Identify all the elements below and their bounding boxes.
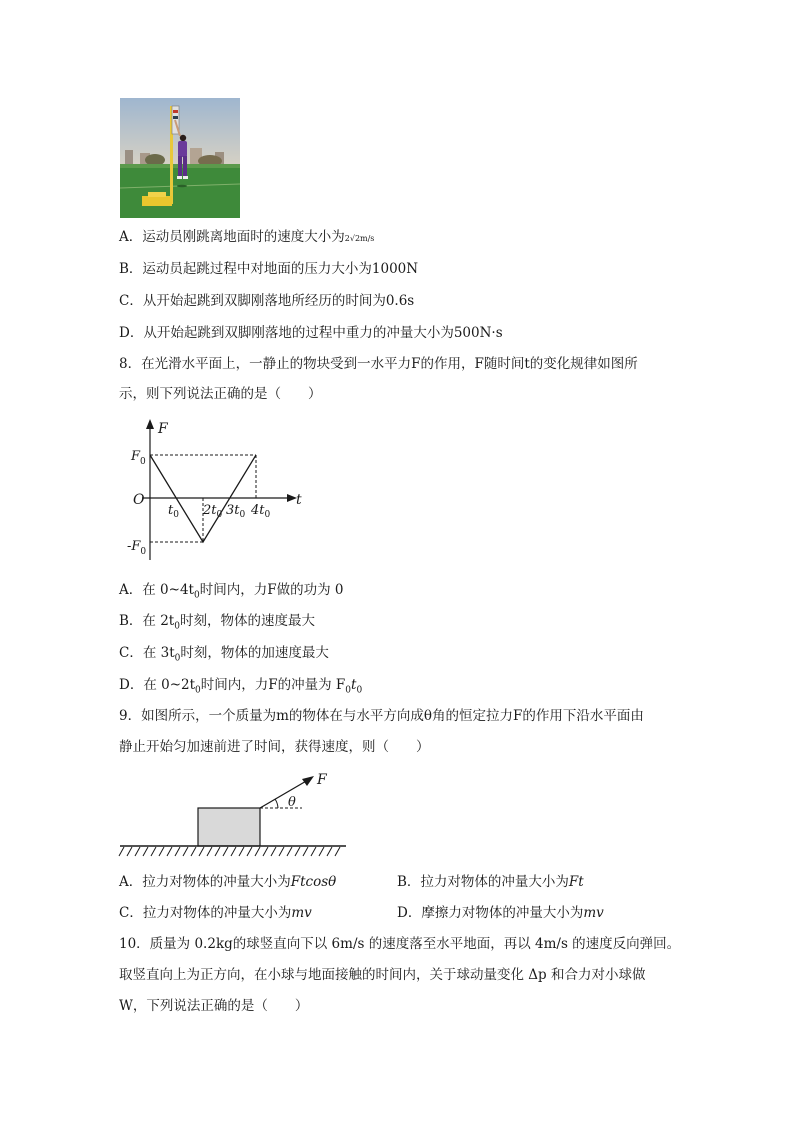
q8-option-a: A．在 $0\sim 4t_0$时间内，力F做的功为 0 bbox=[119, 582, 344, 601]
q9-option-d: D．摩擦力对物体的冲量大小为mv bbox=[397, 905, 604, 921]
force-label: F bbox=[317, 772, 327, 788]
q10-stem-line3: W，下列说法正确的是（ ） bbox=[119, 998, 309, 1014]
q9-block-diagram bbox=[118, 770, 350, 860]
q8-option-d: D．在 $0\sim 2t_0$时间内，力F的冲量为 $F_0t_0$ bbox=[119, 677, 363, 696]
x-axis-label: t bbox=[296, 492, 302, 508]
q9-option-a: A．拉力对物体的冲量大小为Ftcosθ bbox=[119, 874, 337, 890]
block bbox=[198, 808, 260, 846]
ground-hatch bbox=[119, 847, 340, 856]
y-axis-label: F bbox=[158, 421, 168, 437]
q9-option-b: B．拉力对物体的冲量大小为Ft bbox=[397, 874, 584, 890]
force-arrow bbox=[260, 780, 308, 808]
q9-stem-line2: 静止开始匀加速前进了时间，获得速度，则（ ） bbox=[119, 739, 430, 755]
q8-stem-line1: 8．在光滑水平面上，一静止的物块受到一水平力F的作用，F随时间t的变化规律如图所 bbox=[119, 356, 638, 372]
y-axis-arrow bbox=[146, 419, 154, 429]
tick-4t0: $4t_0$ bbox=[251, 503, 271, 520]
tick-2t0: $2t_0$ bbox=[203, 503, 223, 520]
q7-option-b: B．运动员起跳过程中对地面的压力大小为1000N bbox=[119, 261, 419, 277]
angle-label: θ bbox=[288, 795, 296, 810]
f0-label: $F_0$ bbox=[131, 449, 146, 467]
origin-label: O bbox=[133, 492, 145, 508]
tick-3t0: $3t_0$ bbox=[226, 503, 246, 520]
q8-option-c: C．在 $3t_0$时刻，物体的加速度最大 bbox=[119, 645, 329, 664]
q8-option-b: B．在 $2t_0$时刻，物体的速度最大 bbox=[119, 613, 315, 632]
q7-option-a bbox=[119, 227, 374, 249]
q9-option-c: C．拉力对物体的冲量大小为mv bbox=[119, 905, 312, 921]
q8-stem-line2: 示，则下列说法正确的是（ ） bbox=[119, 386, 322, 402]
neg-f0-label: $-F_0$ bbox=[127, 539, 147, 557]
q7-option-c: C．从开始起跳到双脚刚落地所经历的时间为0.6s bbox=[119, 293, 415, 309]
q8-force-time-graph bbox=[120, 415, 320, 565]
angle-arc bbox=[275, 799, 278, 808]
q10-stem-line1: 10．质量为 0.2kg的球竖直向下以 6m/s 的速度落至水平地面，再以 4m/s 的速度反向弹回。 bbox=[119, 936, 681, 952]
q10-stem-line2: 取竖直向上为正方向，在小球与地面接触的时间内，关于球动量变化 Δp 和合力对小球做 bbox=[119, 967, 646, 983]
tick-t0: $t_0$ bbox=[168, 503, 179, 520]
force-arrowhead bbox=[302, 776, 314, 786]
q7-option-a-text: A．运动员刚跳离地面时的速度大小为 bbox=[119, 229, 345, 245]
q7-option-a-value: 2√2m/s bbox=[344, 234, 375, 243]
q9-stem-line1: 9．如图所示，一个质量为m的物体在与水平方向成θ角的恒定拉力F的作用下沿水平面由 bbox=[119, 708, 644, 724]
q7-option-d: D．从开始起跳到双脚刚落地的过程中重力的冲量大小为500N·s bbox=[119, 325, 503, 341]
athlete-jumping-photo bbox=[120, 98, 240, 218]
